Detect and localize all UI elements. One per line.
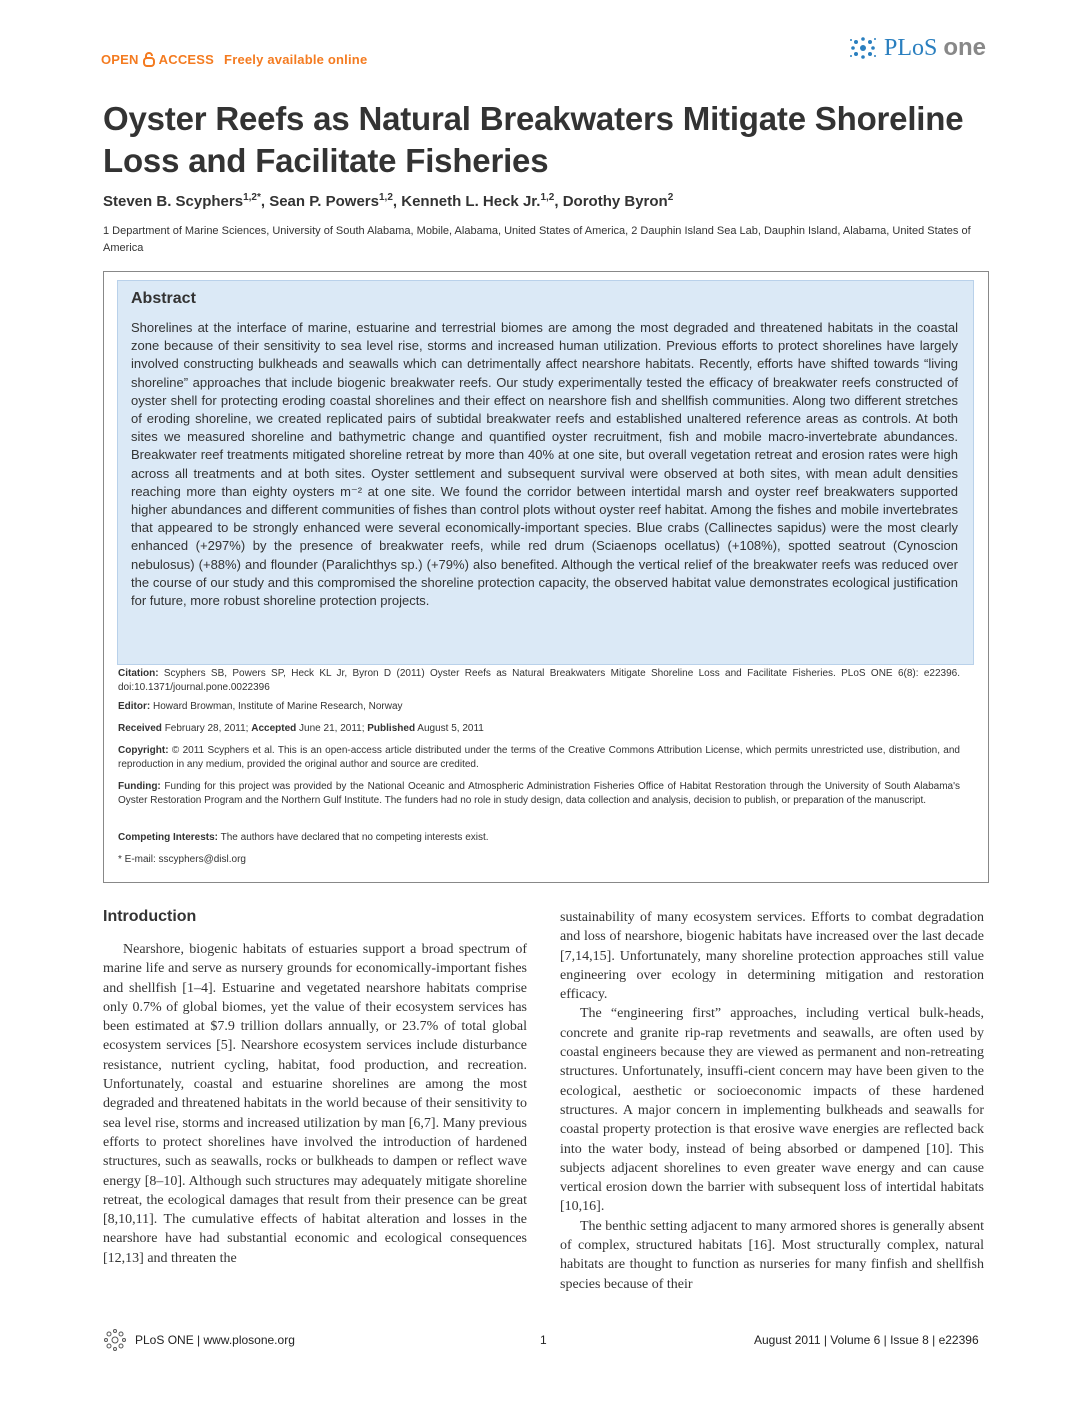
editor-label: Editor: (118, 701, 151, 712)
plos-logo-icon (848, 34, 878, 62)
author-affiliation-marker: 1,2* (243, 192, 261, 203)
paragraph: The benthic setting adjacent to many armored shores is generally absent of complex, structured habitats [16]. Most structurally complex, natural habitats are thought to function as nurseries for many finfish and shellfish species because of their (560, 1218, 984, 1292)
copyright-label: Copyright: (118, 745, 169, 756)
abstract-heading: Abstract (131, 290, 196, 307)
freely-available-label: Freely available online (224, 52, 368, 67)
author-name: Dorothy Byron (562, 193, 668, 210)
paragraph: Nearshore, biogenic habitats of estuaries support a broad spectrum of marine life and serve as nursery grounds for economically-important fishes and shellfish [1–4]. Estuarine and vegetated nearshore habitats comprise only 0.7% of global biomes, yet the value of their ecosystem services has been estimated at $7.9 trillion dollars annually, or 23.7% of total global ecosystem services [5]. Nearshore ecosystem services include disturbance resistance, nutrient cycling, habitat, food production, and recreation. Unfortunately, coastal and estuarine shorelines are among the most degraded and threatened habitats in the world because of their sensitivity to sea level rise, storms and increased utilization by man [6,7]. Many previous efforts to protect shorelines have involved the introduction of hardened structures, such as seawalls, rocks or bulkheads to dampen or reflect wave energy [8–10]. Although such structures may adequately mitigate shoreline retreat, the ecological damages that result from their presence can be great [8,10,11]. The cumulative effects of habitat alteration and losses in the nearshore have had substantial economic and ecological consequences [12,13] and threaten the (103, 942, 527, 1266)
citation (118, 667, 960, 695)
funding-text: Funding for this project was provided by the National Oceanic and Atmospheric Administration Fisheries Office of Habitat Restoration through the University of South Alabama's Oyster Restoration Program and the Northern Gulf Institute. The funders had no role in study design, data collection and analysis, decision to publish, or preparation of the manuscript. (118, 781, 960, 806)
open-lock-icon (143, 52, 155, 67)
competing-text: The authors have declared that no competing interests exist. (220, 832, 489, 843)
introduction-heading: Introduction (103, 908, 197, 925)
paragraph: The “engineering first” approaches, including vertical bulk-heads, concrete and granite rip-rap revetments and seawalls, are often used by coastal engineers because they are viewed as permanent and non-retreating structures. Unfortunately, insuffi-cient concern may have been given to the ecological, aesthetic or socioeconomic impacts of these hardened structures. A major concern in implementing bulkheads and seawalls for coastal property protection is that erosive wave energies are reflected back into the water body, instead of being absorbed or dampened [10]. This subjects adjacent shorelines to even greater wave energy and can cause vertical erosion down the barrier with subsequent loss of intertidal habitats [10,16]. (560, 1006, 984, 1215)
left-column (103, 940, 527, 1268)
dates (118, 722, 960, 736)
citation-label: Citation: (118, 668, 159, 679)
received-label: Received (118, 723, 162, 734)
funding (118, 780, 960, 808)
competing-label: Competing Interests: (118, 832, 219, 843)
author-list: Steven B. Scyphers$^{1,2*}$, Sean P. Powers$^{1,2}$, Kenneth L. Heck Jr.$^{1,2}$, Dorothy Byron$^2$ (103, 192, 674, 210)
footer-left (103, 1328, 295, 1352)
author-affiliation-marker: 2 (667, 192, 674, 203)
affiliations: 1 Department of Marine Sciences, University of South Alabama, Mobile, Alabama, United States of America, 2 Dauphin Island Sea Lab, Dauphin Island, Alabama, United States of America (103, 225, 971, 254)
author-name: Sean P. Powers (269, 193, 379, 210)
author-name: Kenneth L. Heck Jr. (401, 193, 541, 210)
accepted-label: Accepted (251, 723, 297, 734)
right-column (560, 908, 984, 1294)
citation-text: Scyphers SB, Powers SP, Heck KL Jr, Byron D (2011) Oyster Reefs as Natural Breakwaters Mitigate Shoreline Loss and Facilitate Fisheries. PLoS ONE 6(8): e22396. doi:10.1371/journal.pone.0022396 (118, 668, 960, 693)
accepted-date: June 21, 2011; (299, 723, 365, 734)
paragraph: sustainability of many ecosystem services. Efforts to combat degradation and loss of nearshore, biogenic habitats have increased over the last decade [7,14,15]. Unfortunately, many shoreline protection approaches still value engineering over ecology in determining mitigation and restoration efficacy. (560, 910, 984, 1003)
email: * E-mail: sscyphers@disl.org (118, 854, 246, 865)
page-number: 1 (540, 1333, 547, 1347)
author-name: Steven B. Scyphers (103, 193, 244, 210)
editor (118, 700, 960, 714)
funding-label: Funding: (118, 781, 161, 792)
open-label: OPEN (101, 52, 139, 67)
abstract-text: Shorelines at the interface of marine, estuarine and terrestrial biomes are among the most degraded and threatened habitats in the coastal zone because of their sensitivity to sea level rise, storms and increased human utilization. Previous efforts to protect shorelines have largely involved constructing bulkheads and seawalls which can detrimentally affect nearshore habitats. Recently, efforts have shifted towards “living shoreline” approaches that include biogenic breakwater reefs. Our study experimentally tested the efficacy of breakwater reefs constructed of oyster shell for protecting eroding coastal shorelines and their effect on nearshore fish and shellfish communities. Along two different stretches of eroding shoreline, we created replicated pairs of subtidal breakwater reefs and established unaltered reference areas as controls. At both sites we measured shoreline and bathymetric change and quantified oyster recruitment, fish and mobile macro-invertebrate abundances. Breakwater reef treatments mitigated shoreline retreat by more than 40% at one site, but overall vegetation retreat and erosion rates were high across all treatments and at both sites. Oyster settlement and subsequent survival were observed at both sites, with mean adult densities reaching more than eighty oysters m⁻² at one site. We found the corridor between intertidal marsh and oyster reef breakwaters supported higher abundances and different communities of fishes than control plots without oyster reef habitat. Among the fishes and mobile invertebrates that appeared to be strongly enhanced were several economically-important species. Blue crabs (Callinectes sapidus) were the most clearly enhanced (+297%) by the presence of breakwater reefs, while red drum (Sciaenops ocellatus) (+108%), spotted seatrout (Cynoscion nebulosus) (+88%) and flounder (Paralichthys sp.) (+79%) also benefited. Although the vertical relief of the breakwater reefs was reduced over the course of our study and this compromised the shoreline protection capacity, the observed habitat value demonstrates ecological justification for future, more robust shoreline protection projects. (131, 320, 958, 609)
footer-issue: August 2011 | Volume 6 | Issue 8 | e22396 (754, 1333, 979, 1347)
logo-plos-text: PLoS (884, 35, 938, 61)
author-affiliation-marker: 1,2 (540, 192, 555, 203)
footer-journal: PLoS ONE | www.plosone.org (135, 1333, 295, 1347)
published-label: Published (367, 723, 416, 734)
published-date: August 5, 2011 (417, 723, 484, 734)
access-label: ACCESS (158, 52, 215, 67)
copyright-text: © 2011 Scyphers et al. This is an open-access article distributed under the terms of the Creative Commons Attribution License, which permits unrestricted use, distribution, and reproduction in any medium, provided the original author and source are credited. (118, 745, 960, 770)
copyright (118, 744, 960, 772)
author-affiliation-marker: 1,2 (379, 192, 393, 203)
open-access-banner (101, 52, 367, 67)
editor-text: Howard Browman, Institute of Marine Research, Norway (153, 701, 403, 712)
competing-interests (118, 831, 960, 845)
received-date: February 28, 2011; (164, 723, 249, 734)
logo-one-text: one (943, 34, 987, 61)
article-title: Oyster Reefs as Natural Breakwaters Mitigate Shoreline Loss and Facilitate Fisheries (103, 100, 964, 179)
plos-footer-icon (103, 1328, 127, 1352)
plos-one-logo (848, 34, 986, 62)
